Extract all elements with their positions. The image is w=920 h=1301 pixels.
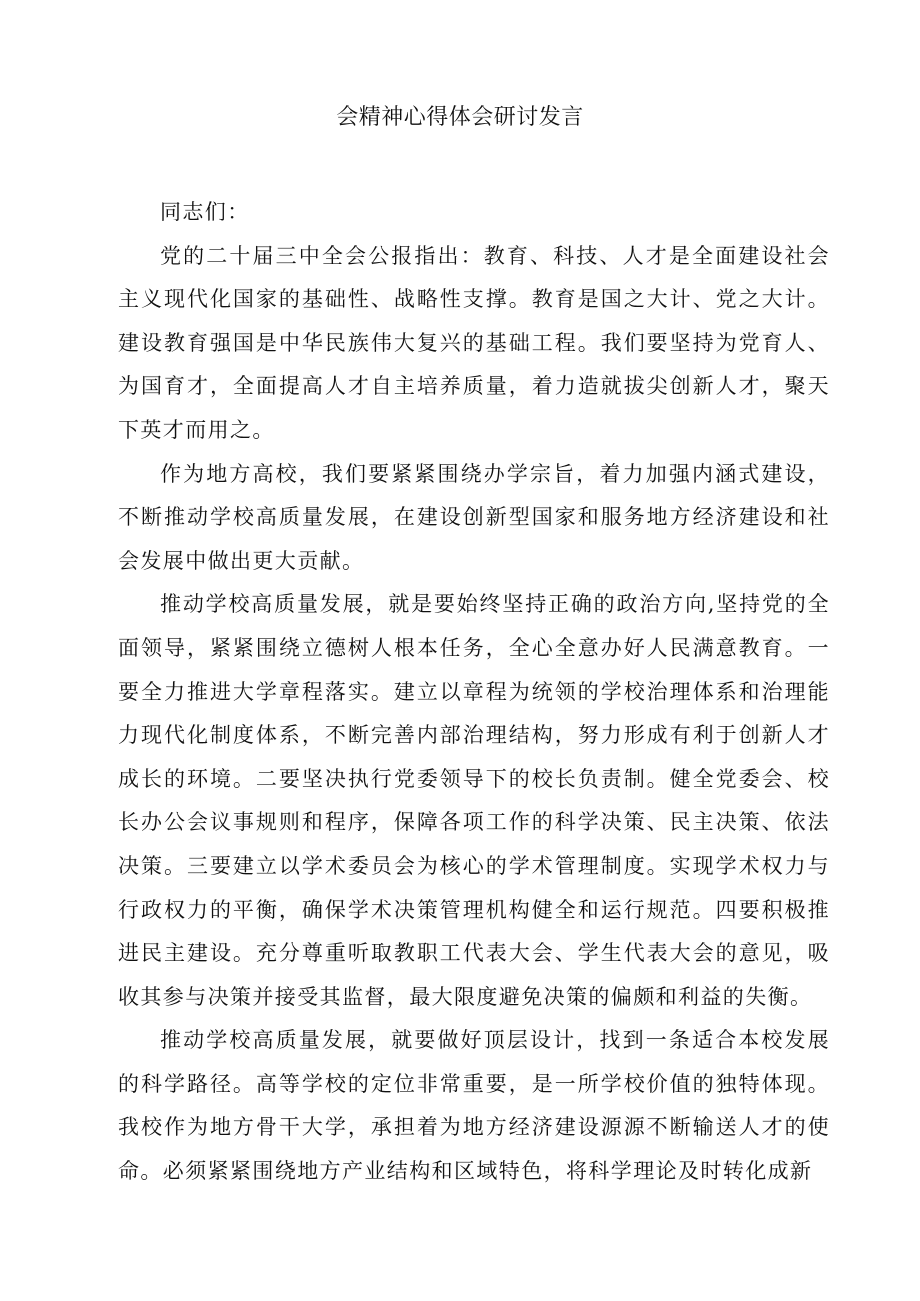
- paragraph: 党的二十届三中全会公报指出：教育、科技、人才是全面建设社会主义现代化国家的基础性、战略性支撑。教育是国之大计、党之大计。建设教育强国是中华民族伟大复兴的基础工程。我们要坚持为党育人、为国育才，全面提高人才自主培养质量，着力造就拔尖创新人才，聚天下英才而用之。: [118, 243, 830, 442]
- salutation: 同志们：: [160, 200, 250, 224]
- paragraph: 推动学校高质量发展，就是要始终坚持正确的政治方向,坚持党的全面领导，紧紧围绕立德树人根本任务，全心全意办好人民满意教育。一要全力推进大学章程落实。建立以章程为统领的学校治理体系和治理能力现代化制度体系，不断完善内部治理结构，努力形成有利于创新人才成长的环境。二要坚决执行党委领导下的校长负责制。健全党委会、校长办公会议事规则和程序，保障各项工作的科学决策、民主决策、依法决策。三要建立以学术委员会为核心的学术管理制度。实现学术权力与行政权力的平衡，确保学术决策管理机构健全和运行规范。四要积极推进民主建设。充分尊重听取教职工代表大会、学生代表大会的意见，吸收其参与决策并接受其监督，最大限度避免决策的偏颇和利益的失衡。: [118, 592, 830, 1009]
- paragraph: 作为地方高校，我们要紧紧围绕办学宗旨，着力加强内涵式建设，不断推动学校高质量发展，在建设创新型国家和服务地方经济建设和社会发展中做出更大贡献。: [118, 461, 830, 573]
- paragraph: 推动学校高质量发展，就要做好顶层设计，找到一条适合本校发展的科学路径。高等学校的定位非常重要，是一所学校价值的独特体现。我校作为地方骨干大学，承担着为地方经济建设源源不断输送人才的使命。必须紧紧围绕地方产业结构和区域特色，将科学理论及时转化成新: [118, 1028, 830, 1184]
- document-body: [118, 191, 830, 1194]
- document-title: 会精神心得体会研讨发言: [336, 105, 584, 130]
